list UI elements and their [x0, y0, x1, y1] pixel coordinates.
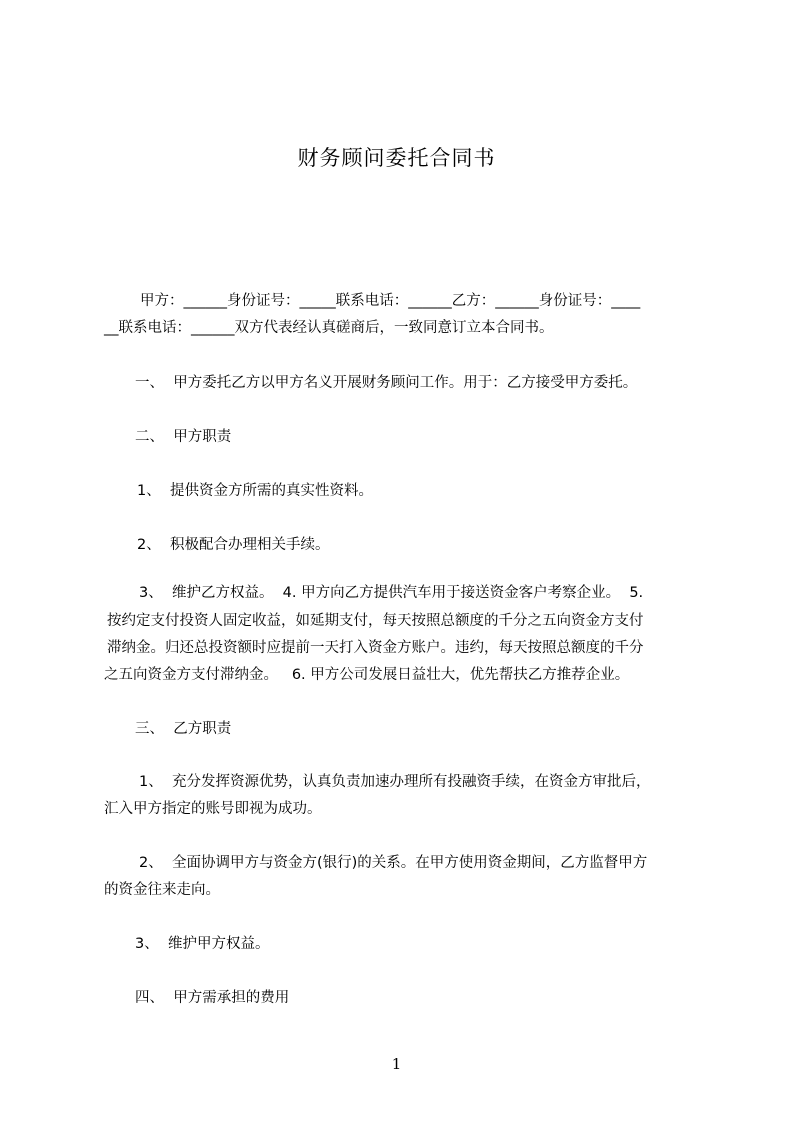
section-3-item-3: 3、 维护甲方权益。 [135, 936, 270, 952]
section-2-item-3-line-4: 之五向资金方支付滞纳金。 6. 甲方公司发展日益壮大，优先帮扶乙方推荐企业。 [104, 667, 630, 683]
section-2-item-2: 2、 积极配合办理相关手续。 [137, 537, 330, 553]
section-3-heading: 三、 乙方职责 [135, 721, 232, 737]
document-title: 财务顾问委托合同书 [297, 146, 496, 170]
intro-line-1: 甲方：______身份证号：_____联系电话：______乙方：______身份证号：____ [140, 293, 641, 309]
section-2-item-3-line-2: 按约定支付投资人固定收益，如延期支付，每天按照总额度的千分之五向资金方支付 [107, 613, 644, 629]
section-3-item-1-line-2: 汇入甲方指定的账号即视为成功。 [104, 801, 322, 817]
intro-line-2: __联系电话：______双方代表经认真磋商后，一致同意订立本合同书。 [104, 320, 554, 336]
section-4-heading: 四、 甲方需承担的费用 [135, 990, 290, 1006]
section-3-item-2-line-1: 2、 全面协调甲方与资金方(银行)的关系。在甲方使用资金期间，乙方监督甲方 [139, 855, 648, 871]
section-3-item-1-line-1: 1、 充分发挥资源优势，认真负责加速办理所有投融资手续，在资金方审批后， [139, 774, 651, 790]
section-1-text: 一、 甲方委托乙方以甲方名义开展财务顾问工作。用于：乙方接受甲方委托。 [135, 375, 638, 391]
section-3-item-2-line-2: 的资金往来走向。 [104, 882, 220, 898]
page-number: 1 [391, 1055, 402, 1073]
section-2-heading: 二、 甲方职责 [135, 429, 232, 445]
section-2-item-3-line-3: 滞纳金。归还总投资额时应提前一天打入资金方账户。违约，每天按照总额度的千分 [107, 640, 644, 656]
section-2-item-3-line-1: 3、 维护乙方权益。 4. 甲方向乙方提供汽车用于接送资金客户考察企业。 5. [139, 585, 644, 601]
section-2-item-1: 1、 提供资金方所需的真实性资料。 [137, 483, 373, 499]
